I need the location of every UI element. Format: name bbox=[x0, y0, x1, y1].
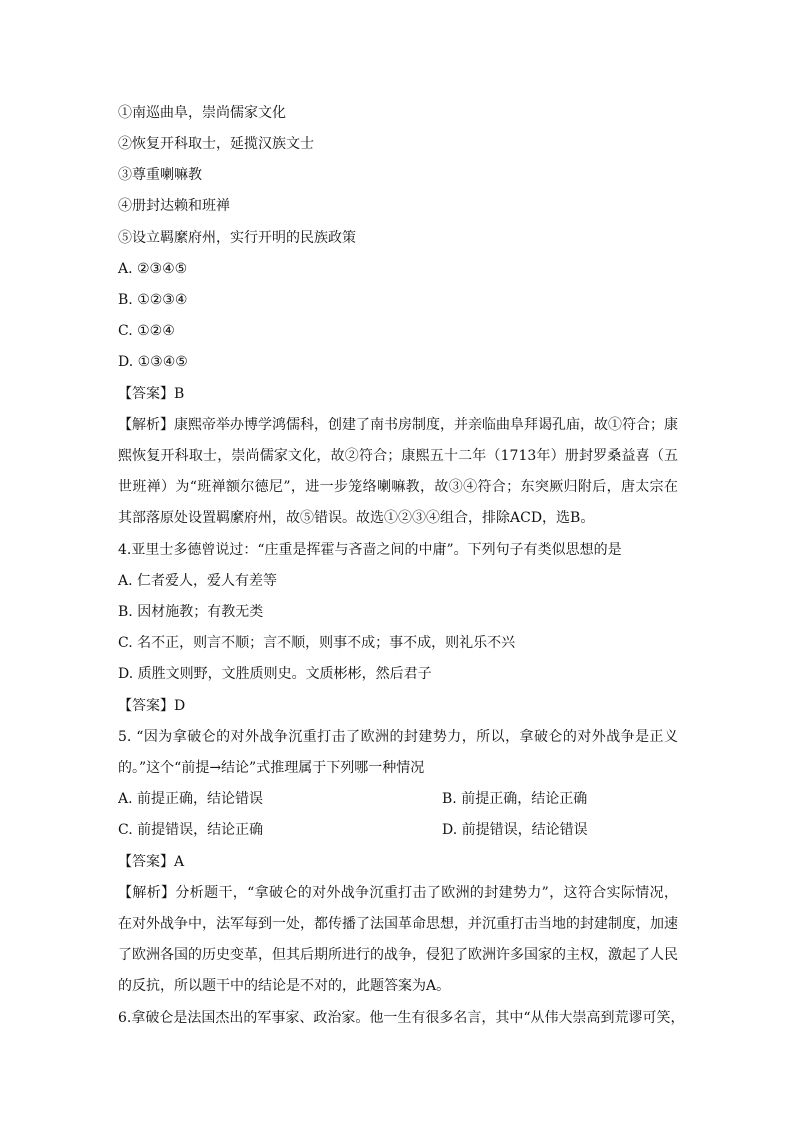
q3-analysis-line: 【解析】康熙帝举办博学鸿儒科，创建了南书房制度，并亲临曲阜拜谒孔庙，故①符合；康 bbox=[118, 417, 678, 433]
q5-stem-line: 的。”这个“前提→结论”式推理属于下列哪一种情况 bbox=[118, 760, 425, 776]
q4-choice-c: C. 名不正，则言不顺；言不顺，则事不成；事不成，则礼乐不兴 bbox=[118, 635, 516, 651]
q6-stem: 6.拿破仑是法国杰出的军事家、政治家。他一生有很多名言，其中“从伟大崇高到荒谬可笑， bbox=[118, 1010, 685, 1026]
q5-answer: 【答案】A bbox=[118, 854, 185, 870]
q3-analysis-line: 熙恢复开科取士，崇尚儒家文化，故②符合；康熙五十二年（1713年）册封罗桑益喜（五 bbox=[118, 448, 678, 464]
q4-choice-b: B. 因材施教；有教无类 bbox=[118, 604, 264, 620]
q3-option-4: ④册封达赖和班禅 bbox=[118, 198, 230, 214]
q5-stem-line: 5. “因为拿破仑的对外战争沉重打击了欧洲的封建势力，所以，拿破仑的对外战争是正义 bbox=[118, 729, 678, 745]
q5-choice-c: C. 前提错误，结论正确 bbox=[118, 822, 264, 838]
q4-stem: 4.亚里士多德曾说过：“庄重是挥霍与吝啬之间的中庸”。下列句子有类似思想的是 bbox=[118, 542, 622, 558]
q3-analysis-line: 世班禅）为“班禅额尔德尼”，进一步笼络喇嘛教，故③④符合；东突厥归附后，唐太宗在 bbox=[118, 479, 678, 495]
q4-answer: 【答案】D bbox=[118, 698, 186, 714]
q3-option-3: ③尊重喇嘛教 bbox=[118, 167, 202, 183]
q3-choice-c: C. ①②④ bbox=[118, 323, 175, 339]
q3-answer: 【答案】B bbox=[118, 386, 185, 402]
q5-analysis-line: 【解析】分析题干，“拿破仑的对外战争沉重打击了欧洲的封建势力”，这符合实际情况， bbox=[118, 885, 678, 901]
q4-choice-d: D. 质胜文则野，文胜质则史。文质彬彬，然后君子 bbox=[118, 666, 432, 682]
q5-choice-a: A. 前提正确，结论错误 bbox=[118, 791, 264, 807]
q4-choice-a: A. 仁者爱人，爱人有差等 bbox=[118, 573, 278, 589]
q3-choice-a: A. ②③④⑤ bbox=[118, 261, 188, 277]
q5-choice-b: B. 前提正确，结论正确 bbox=[442, 791, 588, 807]
q3-option-1: ①南巡曲阜，崇尚儒家文化 bbox=[118, 105, 286, 121]
q3-option-2: ②恢复开科取士，延揽汉族文士 bbox=[118, 136, 314, 152]
q5-analysis-line: 在对外战争中，法军每到一处，都传播了法国革命思想，并沉重打击当地的封建制度，加速 bbox=[118, 916, 678, 932]
q3-option-5: ⑤设立羁縻府州，实行开明的民族政策 bbox=[118, 230, 356, 246]
q3-analysis-line: 其部落原处设置羁縻府州，故⑤错误。故选①②③④组合，排除ACD，选B。 bbox=[118, 510, 595, 526]
q5-analysis-line: 的反抗，所以题干中的结论是不对的，此题答案为A。 bbox=[118, 978, 451, 994]
q5-analysis-line: 了欧洲各国的历史变革，但其后期所进行的战争，侵犯了欧洲许多国家的主权，激起了人民 bbox=[118, 947, 678, 963]
q3-choice-b: B. ①②③④ bbox=[118, 292, 188, 308]
q5-choice-d: D. 前提错误，结论错误 bbox=[442, 822, 588, 838]
q3-choice-d: D. ①③④⑤ bbox=[118, 354, 188, 370]
